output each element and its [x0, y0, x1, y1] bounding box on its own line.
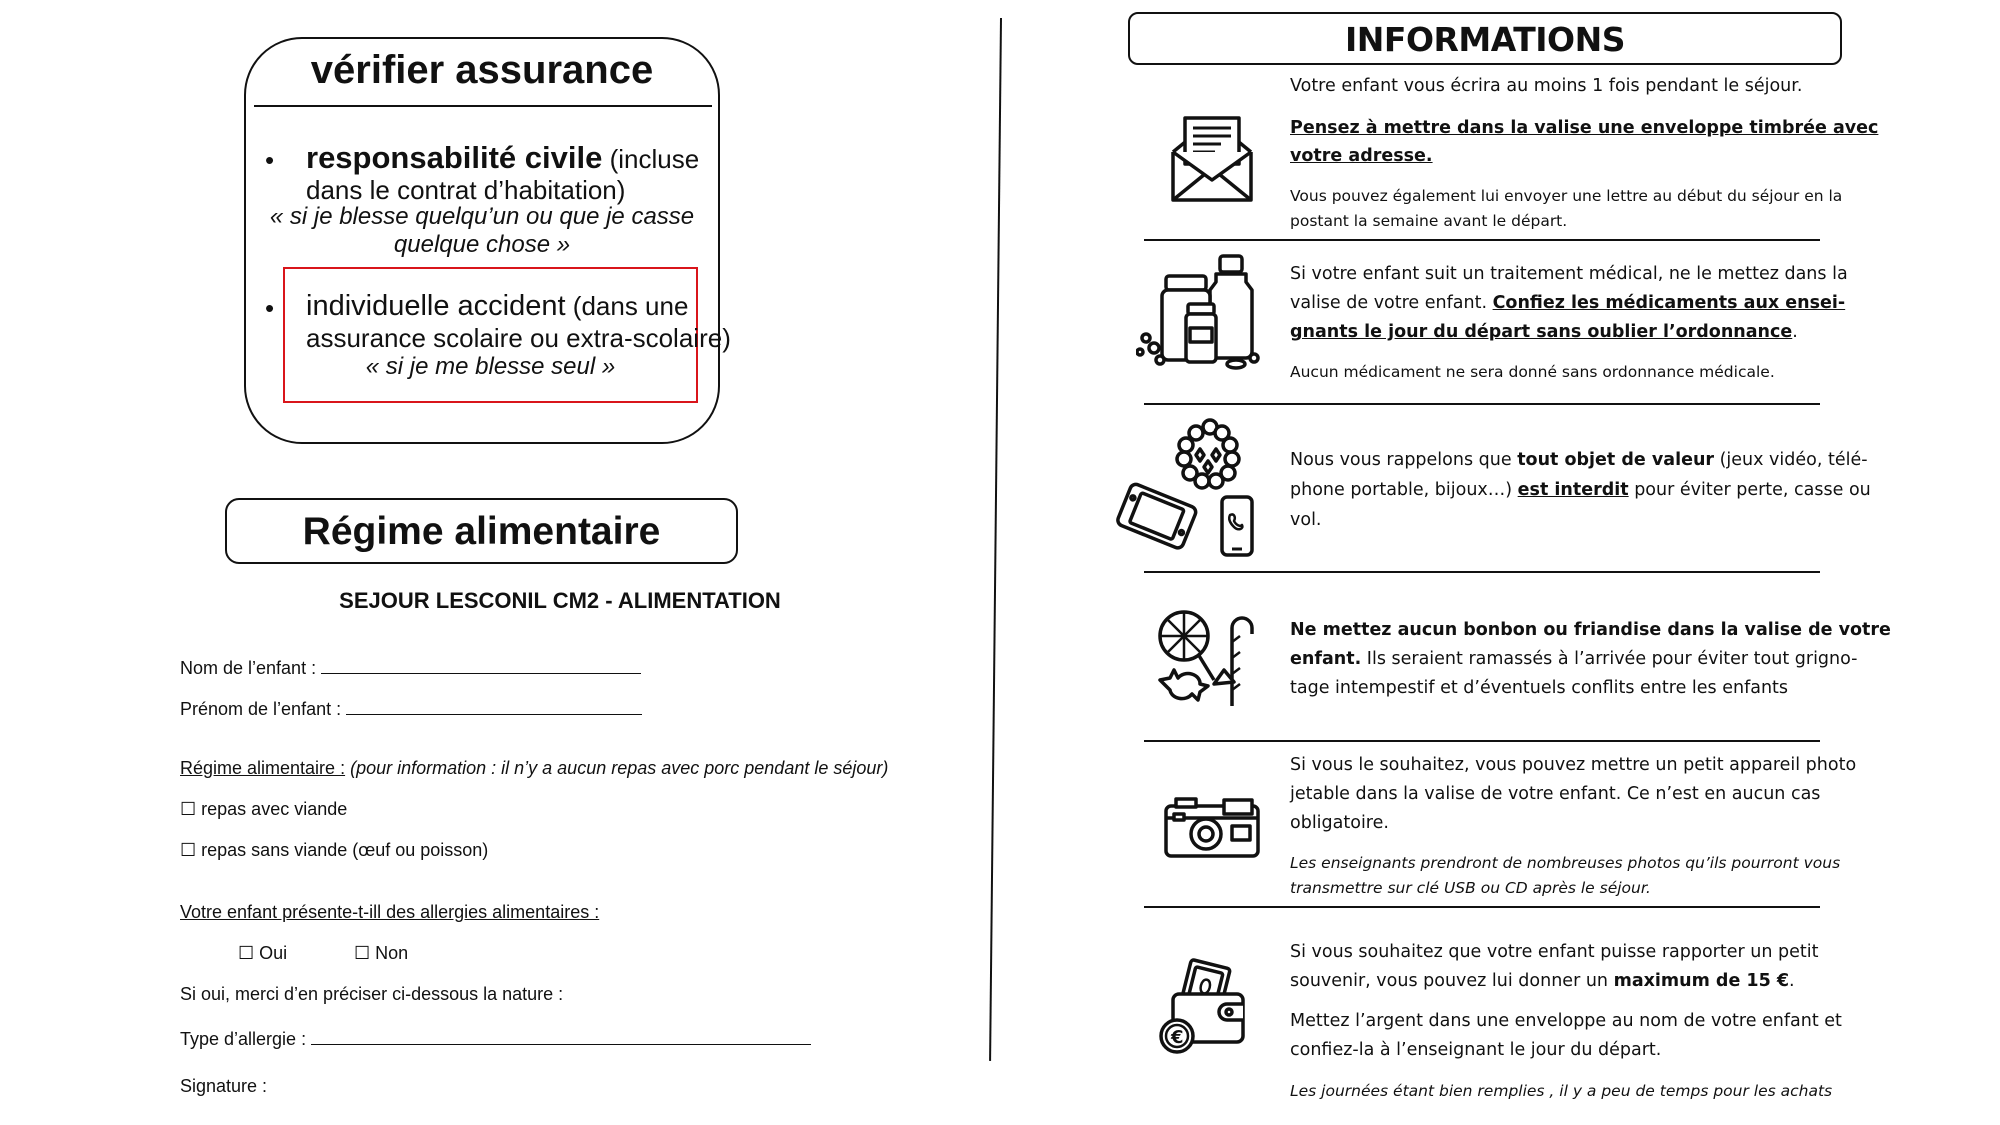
- separator: [1144, 740, 1820, 742]
- allergy-non-label: Non: [375, 943, 409, 963]
- medication-line2-text: valise de votre enfant.: [1290, 293, 1493, 313]
- prenom-input-line[interactable]: [346, 696, 642, 715]
- medication-line1: Si votre enfant suit un traitement médical, ne le mettez dans la: [1290, 264, 1848, 284]
- responsabilite-quote-line2: quelque chose »: [393, 231, 571, 258]
- prenom-label: Prénom de l’enfant :: [180, 699, 342, 719]
- wallet-money-icon: [1155, 958, 1255, 1058]
- option-sans-viande-label: repas sans viande (œuf ou poisson): [201, 840, 489, 860]
- camera-icon: [1162, 796, 1262, 860]
- letters-line1: Votre enfant vous écrira au moins 1 fois pendant le séjour.: [1290, 76, 1803, 96]
- insurance-title-rule: [254, 105, 712, 107]
- letters-bold2: votre adresse.: [1290, 146, 1433, 166]
- type-allergie-label: Type d’allergie :: [180, 1029, 307, 1049]
- allergy-oui-label: Oui: [259, 943, 288, 963]
- allergy-question: Votre enfant présente-t-ill des allergies alimentaires :: [180, 902, 600, 922]
- money-line4: confiez-la à l’enseignant le jour du départ.: [1290, 1040, 1662, 1060]
- medicine-bottles-icon: [1136, 252, 1268, 372]
- valuables-line2-a: phone portable, bijoux…): [1290, 480, 1518, 500]
- medication-line2-bold: Confiez les médicaments aux ensei-: [1492, 293, 1846, 313]
- responsabilite-label: responsabilité civile: [306, 140, 603, 175]
- medication-line3-end: .: [1792, 322, 1798, 342]
- candy-bold1: Ne mettez aucun bonbon ou friandise dans la valise de votre: [1290, 620, 1891, 640]
- bullet-marker: •: [265, 293, 275, 323]
- allergy-oui[interactable]: [238, 943, 287, 964]
- column-divider: [989, 18, 1002, 1061]
- regime-note: (pour information : il n’y a aucun repas avec porc pendant le séjour): [345, 758, 889, 778]
- separator: [1144, 571, 1820, 573]
- responsabilite-quote-line1: « si je blesse quelqu’un ou que je casse: [269, 203, 695, 230]
- bullet-responsabilite: [306, 140, 699, 176]
- type-allergie-input-line[interactable]: [311, 1026, 811, 1045]
- option-sans-viande[interactable]: [180, 840, 488, 861]
- nom-input-line[interactable]: [321, 655, 641, 674]
- sejour-heading: SEJOUR LESCONIL CM2 - ALIMENTATION: [339, 588, 781, 613]
- signature-label: Signature :: [180, 1076, 268, 1096]
- medication-line3-bold: gnants le jour du départ sans oublier l’ordonnance: [1290, 322, 1793, 342]
- separator: [1144, 403, 1820, 405]
- camera-line1: Si vous le souhaitez, vous pouvez mettre un petit appareil photo: [1290, 755, 1857, 775]
- responsabilite-paren-line2: dans le contrat d’habitation): [306, 175, 626, 205]
- individuelle-label: individuelle accident: [306, 290, 566, 322]
- candy-line3: tage intempestif et d’éventuels conflits entre les enfants: [1290, 678, 1789, 698]
- valuables-line2: [1290, 476, 1871, 505]
- medication-line2: [1290, 289, 1845, 318]
- regime-row: [180, 758, 888, 779]
- valuables-line1-bold: tout objet de valeur: [1517, 450, 1715, 470]
- candy-icon: [1156, 608, 1262, 708]
- camera-ital1: Les enseignants prendront de nombreuses photos qu’ils pourront vous: [1290, 854, 1841, 872]
- medication-small: Aucun médicament ne sera donné sans ordonnance médicale.: [1290, 363, 1775, 381]
- si-oui-text: Si oui, merci d’en préciser ci-dessous la nature :: [180, 984, 564, 1004]
- letters-bold1: Pensez à mettre dans la valise une enveloppe timbrée avec: [1290, 118, 1879, 138]
- checkbox-icon[interactable]: ☐: [238, 943, 255, 963]
- money-line2-c: .: [1789, 971, 1795, 991]
- checkbox-icon[interactable]: ☐: [180, 840, 197, 860]
- money-ital: Les journées étant bien remplies , il y a peu de temps pour les achats: [1290, 1082, 1833, 1100]
- svg-text:€: €: [1171, 1027, 1184, 1048]
- individuelle-paren-line2: assurance scolaire ou extra-scolaire): [306, 323, 731, 353]
- type-allergie-field: [180, 1026, 811, 1050]
- money-line1: Si vous souhaitez que votre enfant puisse rapporter un petit: [1290, 942, 1819, 962]
- responsabilite-paren: (incluse: [602, 144, 700, 174]
- option-avec-viande-label: repas avec viande: [201, 799, 348, 819]
- bullet-marker: •: [265, 145, 275, 175]
- informations-title: INFORMATIONS: [1345, 20, 1625, 59]
- camera-ital2: transmettre sur clé USB ou CD après le séjour.: [1290, 879, 1651, 897]
- regime-title: Régime alimentaire: [302, 510, 661, 553]
- valuables-line1-c: (jeux vidéo, télé-: [1714, 450, 1868, 470]
- envelope-letter-icon: [1165, 110, 1259, 204]
- camera-line3: obligatoire.: [1290, 813, 1389, 833]
- nom-field: [180, 655, 641, 679]
- letters-small1: Vous pouvez également lui envoyer une lettre au début du séjour en la: [1290, 187, 1843, 205]
- medication-line3: [1290, 318, 1798, 347]
- candy-line2: [1290, 645, 1857, 674]
- candy-bold2: enfant.: [1290, 649, 1362, 669]
- camera-line2: jetable dans la valise de votre enfant. Ce n’est en aucun cas: [1290, 784, 1821, 804]
- money-line3: Mettez l’argent dans une enveloppe au nom de votre enfant et: [1290, 1011, 1842, 1031]
- separator: [1144, 906, 1820, 908]
- valuables-line2-c: pour éviter perte, casse ou: [1628, 480, 1871, 500]
- option-avec-viande[interactable]: [180, 799, 347, 820]
- valuables-line2-bold: est interdit: [1517, 480, 1629, 500]
- valuables-line3: vol.: [1290, 510, 1322, 530]
- regime-label: Régime alimentaire :: [180, 758, 346, 778]
- money-line2-a: souvenir, vous pouvez lui donner un: [1290, 971, 1614, 991]
- individuelle-paren: (dans une: [565, 291, 689, 321]
- money-line2: [1290, 967, 1795, 996]
- checkbox-icon[interactable]: ☐: [180, 799, 197, 819]
- valuables-line1: [1290, 446, 1868, 475]
- money-line2-bold: maximum de 15 €: [1613, 971, 1790, 991]
- letters-small2: postant la semaine avant le départ.: [1290, 212, 1568, 230]
- allergy-non[interactable]: [354, 943, 408, 964]
- checkbox-icon[interactable]: ☐: [354, 943, 371, 963]
- separator: [1144, 239, 1820, 241]
- nom-label: Nom de l’enfant :: [180, 658, 317, 678]
- candy-line2-text: Ils seraient ramassés à l’arrivée pour éviter tout grigno-: [1361, 649, 1858, 669]
- valuables-line1-a: Nous vous rappelons que: [1290, 450, 1518, 470]
- insurance-title: vérifier assurance: [310, 48, 654, 92]
- bullet-individuelle: [306, 290, 688, 323]
- valuables-icon: [1114, 415, 1264, 565]
- individuelle-quote: « si je me blesse seul »: [365, 353, 616, 380]
- prenom-field: [180, 696, 642, 720]
